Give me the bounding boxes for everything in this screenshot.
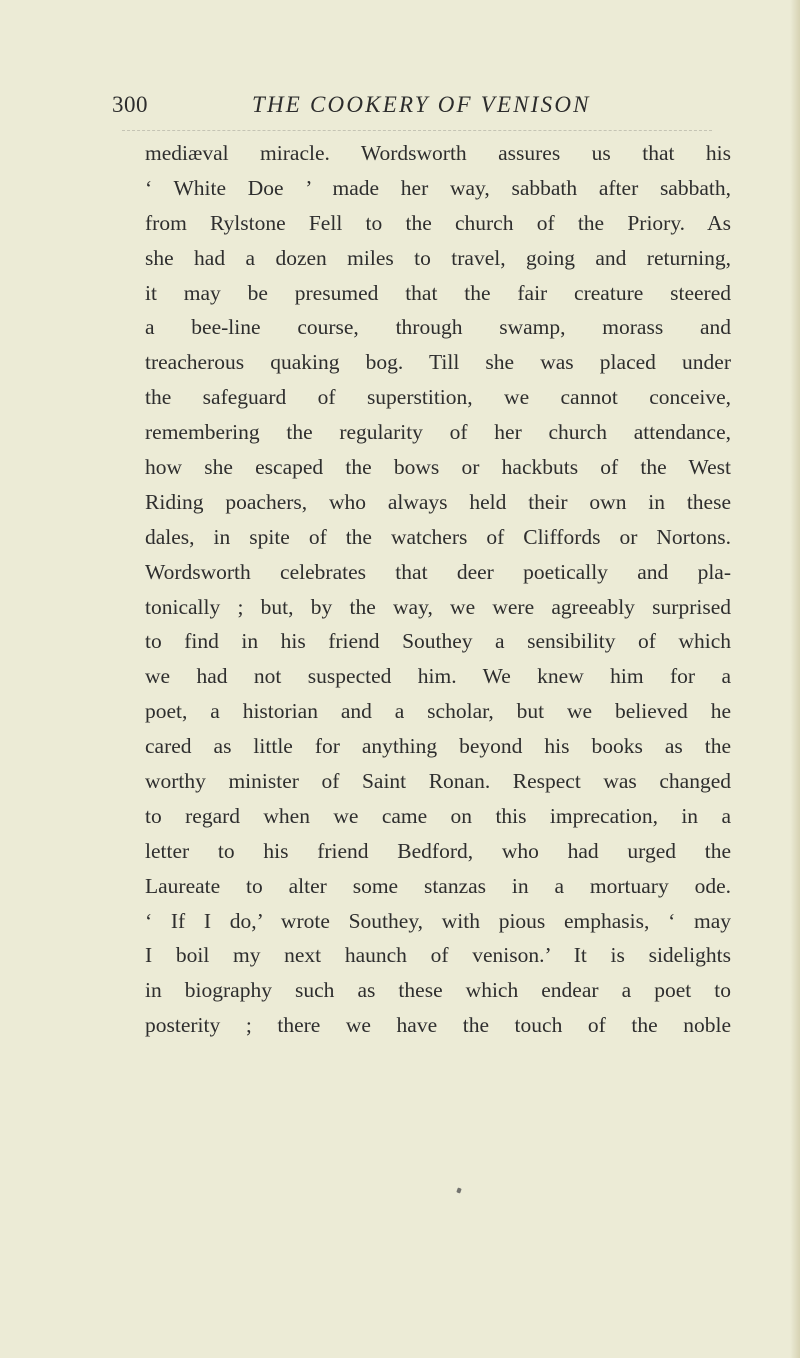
text-line: to regard when we came on this imprecation, in a bbox=[145, 803, 731, 828]
text-line: mediæval miracle. Wordsworth assures us that his bbox=[145, 141, 731, 165]
ink-speck bbox=[456, 1187, 461, 1193]
text-line: posterity ; there we have the touch of the noble bbox=[145, 1013, 731, 1038]
header-rule bbox=[122, 130, 712, 132]
text-line: the safeguard of superstition, we cannot conceive, bbox=[145, 385, 731, 410]
text-line: ‘ White Doe ’ made her way, sabbath after sabbath, bbox=[145, 175, 731, 200]
text-line: ‘ If I do,’ wrote Southey, with pious emphasis, ‘ may bbox=[145, 908, 731, 933]
text-line: worthy minister of Saint Ronan. Respect was changed bbox=[145, 769, 731, 794]
text-line: we had not suspected him. We knew him for a bbox=[145, 664, 731, 689]
running-title: THE COOKERY OF VENISON bbox=[252, 92, 591, 117]
text-line: remembering the regularity of her church attendance, bbox=[145, 420, 731, 445]
text-line: how she escaped the bows or hackbuts of the West bbox=[145, 455, 731, 480]
page-number: 300 bbox=[112, 92, 148, 117]
text-line: tonically ; but, by the way, we were agreeably surprised bbox=[145, 594, 731, 619]
text-line: Riding poachers, who always held their own in these bbox=[145, 489, 731, 514]
text-line: Laureate to alter some stanzas in a mortuary ode. bbox=[145, 873, 731, 898]
running-head bbox=[112, 92, 712, 132]
text-line: in biography such as these which endear a poet to bbox=[145, 978, 731, 1003]
text-line: dales, in spite of the watchers of Cliffords or Nortons. bbox=[145, 524, 731, 549]
text-line: letter to his friend Bedford, who had urged the bbox=[145, 838, 731, 863]
text-line: poet, a historian and a scholar, but we believed he bbox=[145, 699, 731, 724]
text-line: she had a dozen miles to travel, going and returning, bbox=[145, 245, 731, 270]
text-line: I boil my next haunch of venison.’ It is sidelights bbox=[145, 943, 731, 968]
page-edge-shadow bbox=[790, 0, 800, 1358]
text-line: treacherous quaking bog. Till she was placed under bbox=[145, 350, 731, 375]
text-line: from Rylstone Fell to the church of the Priory. As bbox=[145, 210, 731, 235]
text-line: Wordsworth celebrates that deer poetically and pla- bbox=[145, 559, 731, 584]
body-text bbox=[145, 136, 731, 1043]
text-line: it may be presumed that the fair creature steered bbox=[145, 280, 731, 305]
text-line: to find in his friend Southey a sensibility of which bbox=[145, 629, 731, 654]
text-line: cared as little for anything beyond his books as the bbox=[145, 734, 731, 759]
text-line: a bee-line course, through swamp, morass and bbox=[145, 315, 731, 340]
